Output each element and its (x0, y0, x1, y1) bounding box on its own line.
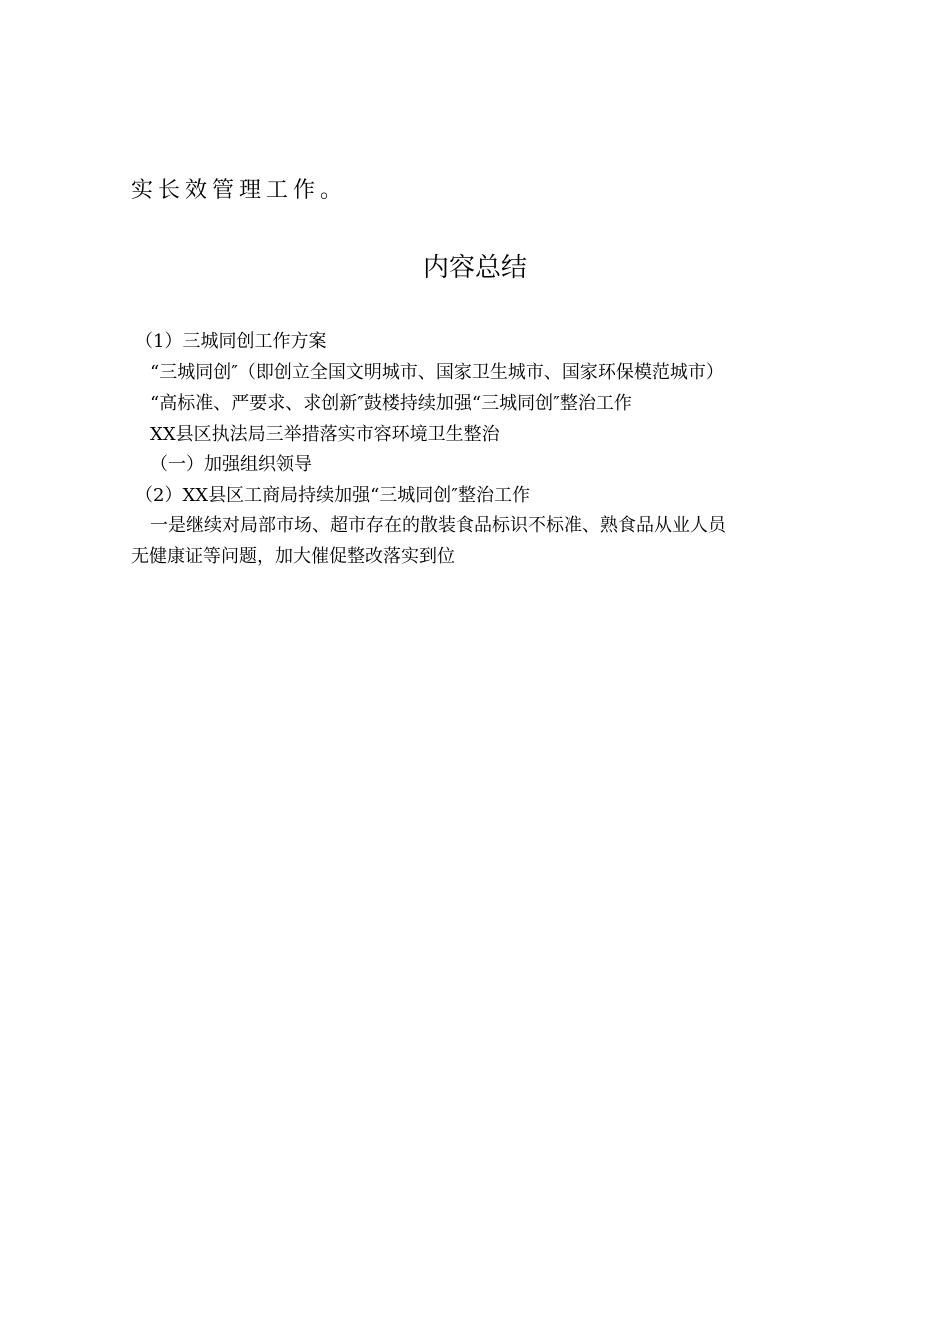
continuation-text: 实长效管理工作。 (131, 178, 348, 203)
summary-line: （1）三城同创工作方案 (135, 331, 327, 352)
summary-line: “三城同创″（即创立全国文明城市、国家卫生城市、国家环保模范城市） (150, 362, 724, 383)
summary-line: （一）加强组织领导 (150, 454, 312, 475)
summary-line: XX县区执法局三举措落实市容环境卫生整治 (150, 424, 500, 445)
summary-line: 一是继续对局部市场、超市存在的散装食品标识不标准、熟食品从业人员 (150, 515, 726, 536)
summary-line: （2）XX县区工商局持续加强“三城同创″整治工作 (135, 485, 531, 506)
summary-title: 内容总结 (422, 253, 527, 283)
summary-line: 无健康证等问题，加大催促整改落实到位 (131, 546, 455, 567)
summary-line: “高标准、严要求、求创新″鼓楼持续加强“三城同创″整治工作 (150, 393, 632, 414)
